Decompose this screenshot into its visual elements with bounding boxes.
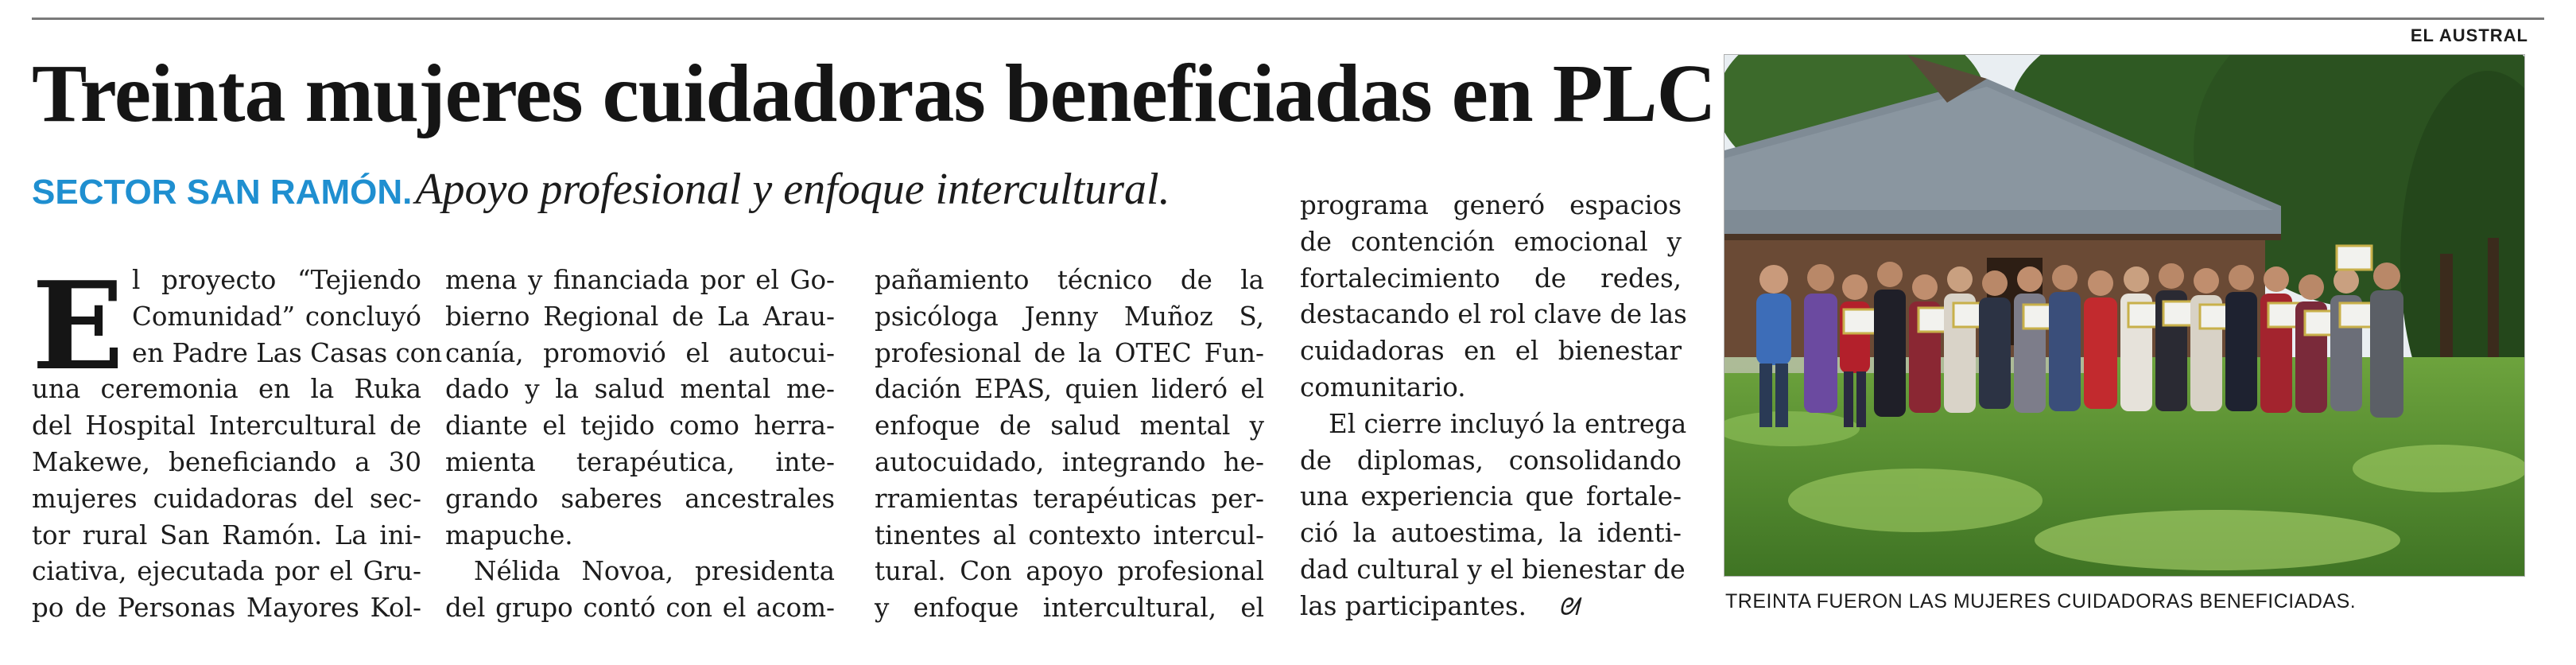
photo-caption: TREINTA FUERON LAS MUJERES CUIDADORAS BENEFICIADAS. bbox=[1725, 590, 2357, 612]
text-line: pañamiento técnico de la bbox=[875, 265, 1264, 295]
text-line: tor rural San Ramón. La ini- bbox=[32, 519, 421, 550]
article-column-2 bbox=[445, 262, 835, 627]
text-line: psicóloga Jenny Muñoz S, bbox=[875, 301, 1264, 332]
text-line: El cierre incluyó la entrega bbox=[1329, 408, 1687, 439]
text-line: del Hospital Intercultural de bbox=[32, 410, 421, 441]
text-line: de contención emocional y bbox=[1300, 226, 1682, 257]
text-line: una ceremonia en la Ruka bbox=[32, 374, 421, 405]
source-tag: EL AUSTRAL bbox=[2410, 25, 2528, 45]
text-line: Nélida Novoa, presidenta bbox=[474, 556, 835, 587]
article-column-1 bbox=[32, 255, 443, 627]
text-line: dado y la salud mental me- bbox=[445, 374, 835, 405]
text-line: cuidadoras en el bienestar bbox=[1300, 336, 1682, 367]
dropcap: E bbox=[32, 255, 124, 397]
article-photo bbox=[1724, 54, 2525, 577]
article-column-3 bbox=[875, 262, 1264, 627]
text-line: en Padre Las Casas con bbox=[132, 337, 443, 368]
text-line: dación EPAS, quien lideró el bbox=[875, 374, 1264, 405]
top-rule bbox=[32, 18, 2544, 20]
text-line: ció la autoestima, la identi- bbox=[1300, 518, 1682, 549]
text-line: dad cultural y el bienestar de bbox=[1300, 554, 1686, 585]
text-line: comunitario. bbox=[1300, 371, 1466, 402]
text-line: mienta terapéutica, inte- bbox=[445, 446, 835, 477]
text-line: ciativa, ejecutada por el Gru- bbox=[32, 556, 421, 587]
text-line: mena y financiada por el Go- bbox=[445, 265, 835, 295]
text-line: una experiencia que fortale- bbox=[1300, 481, 1682, 512]
text-line: po de Personas Mayores Kol- bbox=[32, 593, 421, 624]
text-line: mapuche. bbox=[445, 519, 573, 550]
text-line: destacando el rol clave de las bbox=[1300, 299, 1687, 330]
text-line: y enfoque intercultural, el bbox=[875, 593, 1264, 624]
text-line: del grupo contó con el acom- bbox=[445, 593, 835, 624]
text-line: rramientas terapéuticas per- bbox=[875, 483, 1264, 514]
text-line: autocuidado, integrando he- bbox=[875, 446, 1264, 477]
group-photo-illustration bbox=[1724, 55, 2524, 576]
text-line: grando saberes ancestrales bbox=[445, 483, 835, 514]
text-line: canía, promovió el autocui- bbox=[445, 337, 835, 368]
text-line: bierno Regional de La Arau- bbox=[445, 301, 835, 332]
text-line: programa generó espacios bbox=[1300, 190, 1682, 220]
headline: Treinta mujeres cuidadoras beneficiadas en PLC bbox=[32, 48, 1716, 139]
text-line: diante el tejido como herra- bbox=[445, 410, 835, 441]
text-line: las participantes. bbox=[1300, 590, 1527, 621]
kicker-subtitle: Apoyo profesional y enfoque intercultural. bbox=[415, 165, 1170, 214]
text-line: l proyecto “Tejiendo bbox=[132, 265, 421, 295]
text-line: Makewe, beneficiando a 30 bbox=[32, 446, 421, 477]
text-line: tural. Con apoyo profesional bbox=[875, 556, 1264, 587]
text-line: de diplomas, consolidando bbox=[1300, 445, 1682, 476]
text-line: mujeres cuidadoras del sec- bbox=[32, 483, 421, 514]
kicker-section: SECTOR SAN RAMÓN. bbox=[32, 173, 413, 212]
text-line: enfoque de salud mental y bbox=[875, 410, 1264, 441]
kicker bbox=[32, 159, 1272, 231]
end-mark-icon: ᘛ bbox=[1558, 593, 1579, 621]
article-column-4 bbox=[1300, 188, 1687, 626]
text-line: tinentes al contexto intercul- bbox=[875, 519, 1264, 550]
text-line-final bbox=[1300, 589, 1682, 626]
text-line: profesional de la OTEC Fun- bbox=[875, 337, 1264, 368]
text-line: Comunidad” concluyó bbox=[132, 301, 421, 332]
text-line: fortalecimiento de redes, bbox=[1300, 262, 1682, 294]
